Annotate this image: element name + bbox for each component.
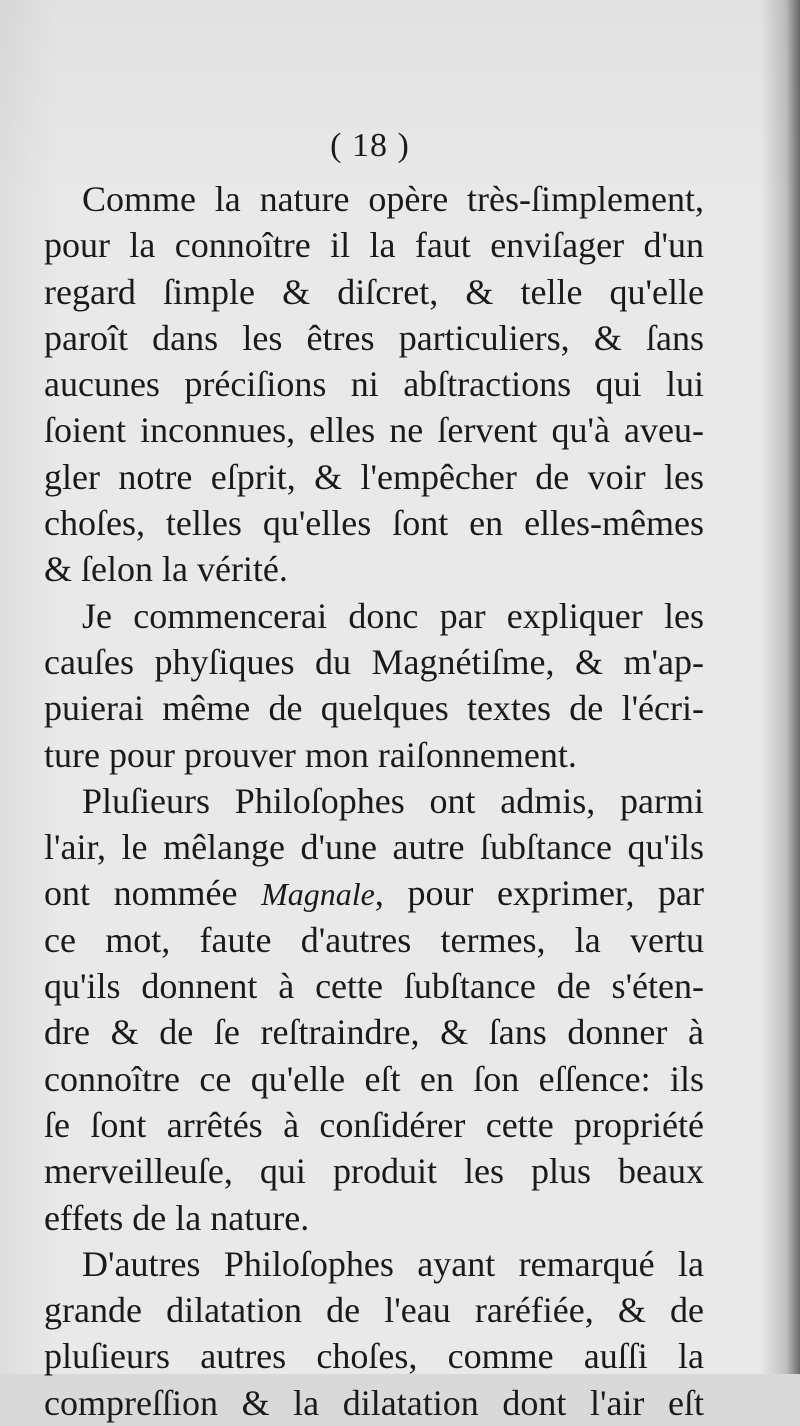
text-line: Comme la nature opère très-ſimplement, (82, 179, 704, 219)
text-line: compreſſion & la dilatation dont l'air eſt (44, 1382, 704, 1423)
text-line: effets de la nature. (44, 1197, 310, 1238)
text-line: connoître ce qu'elle eſt en ſon eſſence: ils (44, 1058, 704, 1099)
text-segment: ont nommée (44, 873, 262, 914)
text-line: pour la connoître il la faut enviſager d'un (44, 225, 704, 266)
text-line: l'air, le mêlange d'une autre ſubſtance qu'ils (44, 827, 704, 868)
text-line: dre & de ſe reſtraindre, & ſans donner à (44, 1012, 704, 1053)
text-line: choſes, telles qu'elles ſont en elles-mêmes (44, 503, 704, 544)
text-line: ture pour prouver mon raiſonnement. (44, 734, 577, 775)
italic-term: Magnale (261, 876, 375, 913)
text-line: ſe ſont arrêtés à conſidérer cette propriété (44, 1104, 704, 1145)
body-text (44, 176, 704, 1426)
text-line: Je commencerai donc par expliquer les (82, 595, 704, 636)
text-line: regard ſimple & diſcret, & telle qu'elle (44, 271, 704, 312)
text-line: aucunes préciſions ni abſtractions qui lui (44, 364, 704, 405)
text-line: qu'ils donnent à cette ſubſtance de s'éten- (44, 966, 704, 1007)
page-number: ( 18 ) (330, 127, 410, 164)
text-line: cauſes phyſiques du Magnétiſme, & m'ap- (44, 641, 704, 682)
text-line: ce mot, faute d'autres termes, la vertu (44, 919, 704, 960)
text-line: puierai même de quelques textes de l'écri- (44, 688, 704, 729)
text-line: gler notre eſprit, & l'empêcher de voir les (44, 456, 704, 497)
text-line: ſoient inconnues, elles ne ſervent qu'à aveu- (44, 410, 704, 451)
text-line: pluſieurs autres choſes, comme auſſi la (44, 1336, 704, 1377)
text-line: grande dilatation de l'eau raréfiée, & de (44, 1290, 704, 1331)
text-line: paroît dans les êtres particuliers, & ſans (44, 317, 704, 358)
text-line: Pluſieurs Philoſophes ont admis, parmi (82, 780, 704, 821)
text-line: merveilleuſe, qui produit les plus beaux (44, 1151, 704, 1192)
text-segment: , pour exprimer, par (374, 873, 705, 914)
text-line: D'autres Philoſophes ayant remarqué la (82, 1243, 704, 1284)
text-line: & ſelon la vérité. (44, 549, 288, 590)
text-line-with-italic (44, 870, 704, 916)
